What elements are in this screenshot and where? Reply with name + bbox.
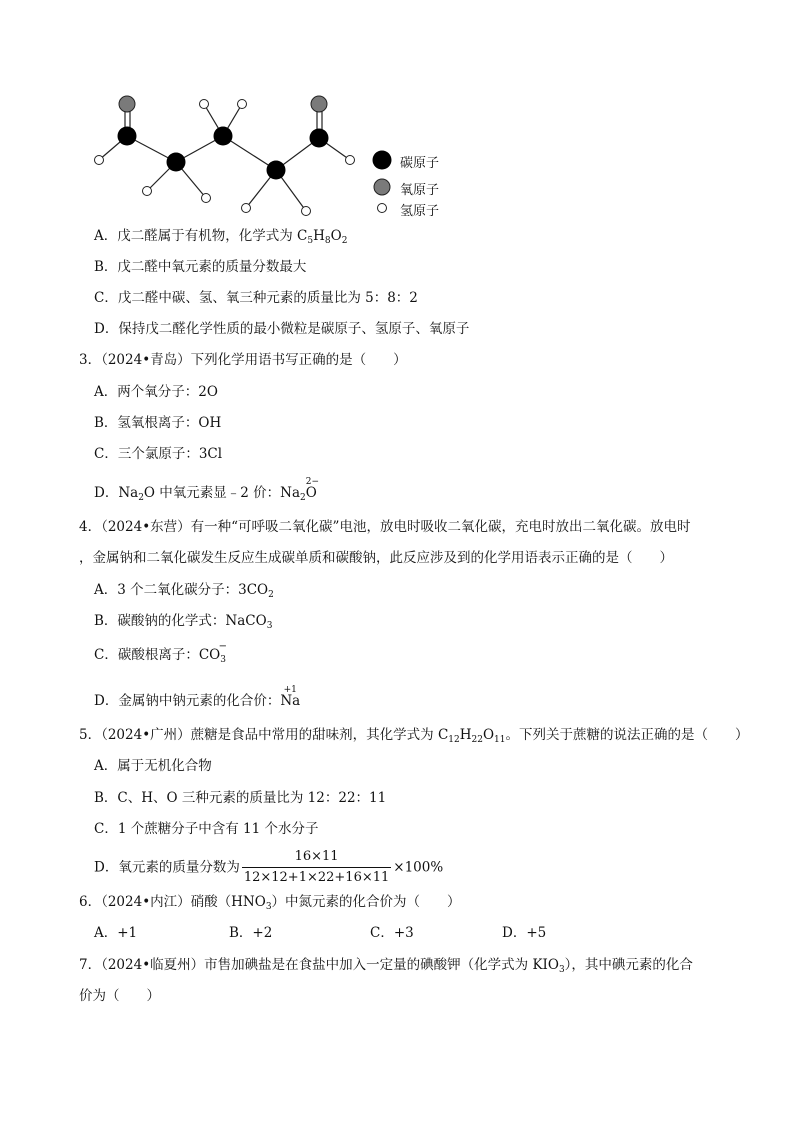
q6-stem: 6．（2024•内江）硝酸$(HNO_3)$中氮元素的化合价为（ ） bbox=[79, 894, 461, 912]
q3-stem: 3．（2024•青岛）下列化学用语书写正确的是（ ） bbox=[79, 352, 407, 368]
q6-option-d: D．+5 bbox=[502, 925, 547, 941]
q3-option-a: A．两个氧分子：2O bbox=[94, 384, 218, 400]
q4-carbonate-ion: $CO_3$ − bbox=[198, 641, 227, 665]
hydrogen-atom bbox=[202, 194, 211, 203]
q6-option-c: C．+3 bbox=[370, 925, 414, 941]
q2-option-a: A．戊二醛属于有机物，化学式为 $C_5H_8O_2$ bbox=[94, 228, 348, 246]
legend-carbon-marker bbox=[373, 151, 392, 170]
molecule-figure bbox=[0, 0, 794, 230]
legend-hydrogen-marker bbox=[378, 204, 387, 213]
q4-option-b: B．碳酸钠的化学式：NaCO$_3$ bbox=[94, 613, 273, 631]
q4-stem-line1: 4．（2024•东营）有一种“可呼吸二氧化碳”电池，放电时吸收二氧化碳，充电时放出二氧化碳。放电时 bbox=[79, 519, 691, 535]
legend-oxygen-label: 氧原子 bbox=[400, 183, 440, 198]
q5-option-c: C．1 个蔗糖分子中含有 11 个水分子 bbox=[94, 821, 319, 837]
q5-mass-fraction: $\frac{16\times 11}{12\times 12+1\times 22+16\times 11}$ bbox=[242, 847, 391, 888]
hydrogen-atom bbox=[238, 100, 247, 109]
q3-option-d: D．$Na_2O$ 中氧元素显﹣2 价：$Na_2$ 2− O bbox=[94, 477, 320, 503]
carbon-atom bbox=[118, 127, 137, 146]
q6-option-b: B．+2 bbox=[229, 925, 273, 941]
hydrogen-atom bbox=[200, 100, 209, 109]
hydrogen-atom bbox=[143, 187, 152, 196]
q4-stem-line2: ，金属钠和二氧化碳发生反应生成碳单质和碳酸钠，此反应涉及到的化学用语表示正确的是（ ） bbox=[79, 550, 673, 566]
q4-option-d: D．金属钠中钠元素的化合价： +1 Na bbox=[94, 685, 301, 709]
hydrogen-atom bbox=[302, 207, 311, 216]
q5-stem: 5．（2024•广州）蔗糖是食品中常用的甜味剂，其化学式为 $C_{12}H_{22}O_{11}$。下列关于蔗糖的说法正确的是（ ） bbox=[79, 727, 749, 745]
q3-option-b: B．氢氧根离子：OH bbox=[94, 415, 222, 431]
q5-option-d: D．氧元素的质量分数为 $\frac{16\times 11}{12\times 12+1\times 22+16\times 11}$ ×100% bbox=[94, 847, 443, 888]
q3-valence-oxygen: 2− O bbox=[305, 477, 320, 501]
q4-valence-sodium: +1 Na bbox=[280, 685, 301, 709]
carbon-atom bbox=[267, 161, 286, 180]
q3-option-c: C．三个氯原子：3Cl bbox=[94, 446, 223, 462]
q2-option-d: D．保持戊二醛化学性质的最小微粒是碳原子、氢原子、氧原子 bbox=[94, 321, 470, 337]
oxygen-atom bbox=[119, 96, 135, 112]
q5-option-a: A．属于无机化合物 bbox=[94, 758, 212, 774]
q5-option-b: B．C、H、O 三种元素的质量比为 12：22：11 bbox=[94, 790, 387, 806]
oxygen-atom bbox=[311, 96, 327, 112]
q4-option-a: A．3 个二氧化碳分子：$3CO_2$ bbox=[94, 582, 274, 600]
hydrogen-atom bbox=[242, 204, 251, 213]
hydrogen-atom bbox=[95, 156, 104, 165]
carbon-atom bbox=[310, 129, 329, 148]
hydrogen-atom bbox=[346, 156, 355, 165]
q2-option-b: B．戊二醛中氧元素的质量分数最大 bbox=[94, 259, 307, 275]
carbon-atom bbox=[167, 153, 186, 172]
q7-stem-line1: 7．（2024•临夏州）市售加碘盐是在食盐中加入一定量的碘酸钾（化学式为 $KIO_3$），其中碘元素的化合 bbox=[79, 957, 693, 975]
legend-carbon-label: 碳原子 bbox=[400, 156, 440, 171]
q2-option-c: C．戊二醛中碳、氢、氧三种元素的质量比为 5：8：2 bbox=[94, 290, 418, 306]
q2-option-a-formula: $C_5H_8O_2$ bbox=[297, 228, 348, 246]
legend-oxygen-marker bbox=[374, 179, 390, 195]
legend-hydrogen-label: 氢原子 bbox=[400, 204, 440, 219]
q6-option-a: A．+1 bbox=[94, 925, 138, 941]
q4-option-c: C．碳酸根离子：$CO_3$ − bbox=[94, 641, 227, 665]
carbon-atom bbox=[214, 127, 233, 146]
q7-stem-line2: 价为（ ） bbox=[79, 988, 160, 1004]
